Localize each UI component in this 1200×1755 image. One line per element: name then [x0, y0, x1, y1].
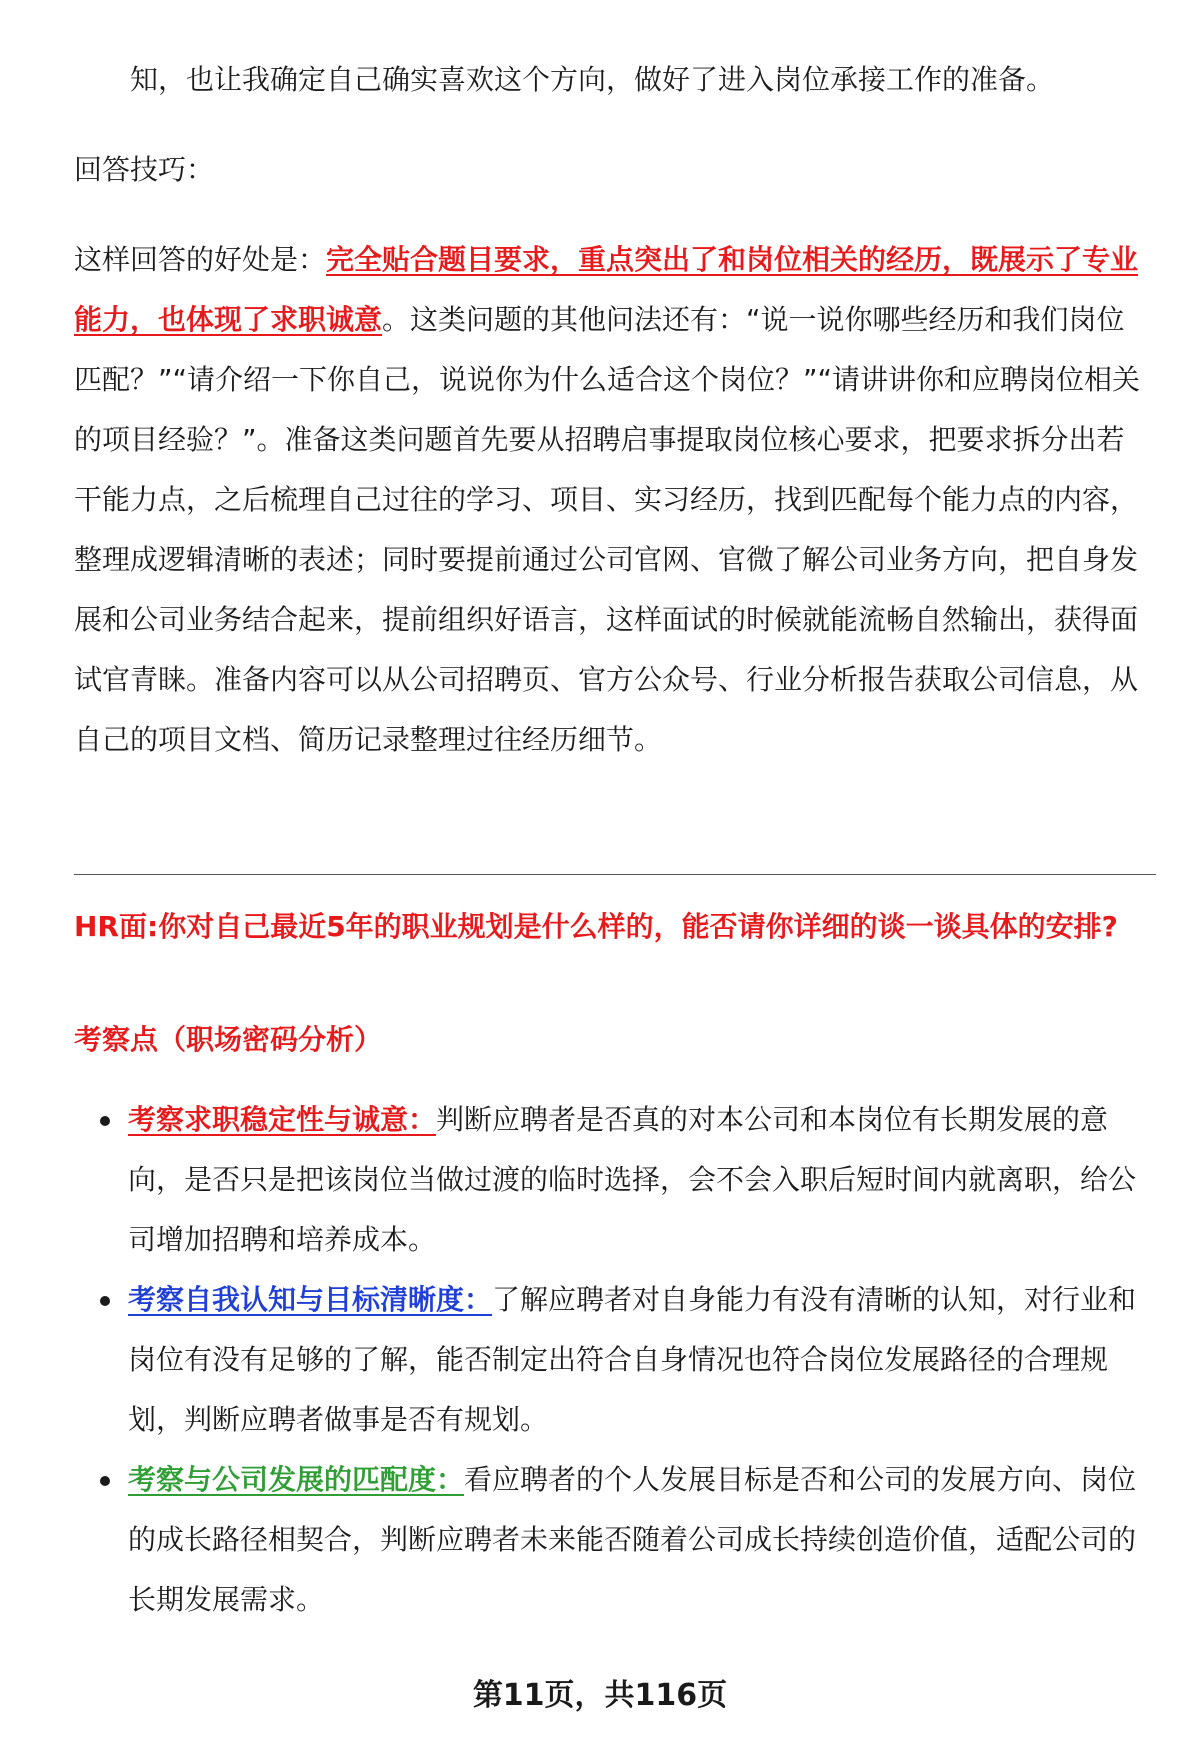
paragraph-body: 。这类问题的其他问法还有：“说一说你哪些经历和我们岗位匹配？”“请介绍一下你自己，说说你为什么适合这个岗位？”“请讲讲你和应聘岗位相关的项目经验？”。准备这类问题首先要从招聘启事提取岗位核心要求，把要求拆分出若干能力点，之后梳理自己过往的学习、项目、实习经历，找到匹配每个能力点的内容，整理成逻辑清晰的表述；同时要提前通过公司官网、官微了解公司业务方向，把自身发展和公司业务结合起来，提前组织好语言，这样面试的时候就能流畅自然输出，获得面试官青睐。准备内容可以从公司招聘页、官方公众号、行业分析报告获取公司信息，从自己的项目文档、简历记录整理过往经历细节。	[74, 303, 1141, 756]
bullet-icon	[100, 1476, 110, 1486]
bullet-icon	[100, 1116, 110, 1126]
answer-tips-paragraph	[74, 230, 1146, 770]
list-item	[74, 1450, 1154, 1630]
section-divider	[74, 874, 1156, 875]
bullet-icon	[100, 1296, 110, 1306]
question-title: HR面:你对自己最近5年的职业规划是什么样的，能否请你详细的谈一谈具体的安排?	[74, 910, 1118, 943]
assessment-points-list	[74, 1090, 1154, 1630]
paragraph-prefix: 这样回答的好处是：	[74, 243, 327, 276]
page-number: 第11页，共116页	[472, 1678, 728, 1713]
list-item	[74, 1090, 1154, 1270]
list-item	[74, 1270, 1154, 1450]
highlighted-text: 完全贴合题目要求，重点突出了和岗位相关的经历，既展示了专业能力，也体现了求职诚意	[74, 243, 1139, 336]
section-title: 考察点（职场密码分析）	[74, 1023, 383, 1056]
answer-tips-heading	[74, 140, 1146, 200]
paragraph-continuation	[74, 50, 1146, 110]
heading-text: 回答技巧：	[74, 153, 215, 186]
point-text: 判断应聘者是否真的对本公司和本岗位有长期发展的意向，是否只是把该岗位当做过渡的临时选择，会不会入职后短时间内就离职，给公司增加招聘和培养成本。	[128, 1103, 1137, 1256]
point-label: 考察求职稳定性与诚意：	[128, 1103, 437, 1136]
paragraph-text: 知，也让我确定自己确实喜欢这个方向，做好了进入岗位承接工作的准备。	[130, 63, 1055, 96]
point-text: 看应聘者的个人发展目标是否和公司的发展方向、岗位的成长路径相契合，判断应聘者未来能否随着公司成长持续创造价值，适配公司的长期发展需求。	[128, 1463, 1137, 1616]
point-text: 了解应聘者对自身能力有没有清晰的认知，对行业和岗位有没有足够的了解，能否制定出符合自身情况也符合岗位发展路径的合理规划，判断应聘者做事是否有规划。	[128, 1283, 1137, 1436]
point-label: 考察与公司发展的匹配度：	[128, 1463, 465, 1496]
point-label: 考察自我认知与目标清晰度：	[128, 1283, 493, 1316]
